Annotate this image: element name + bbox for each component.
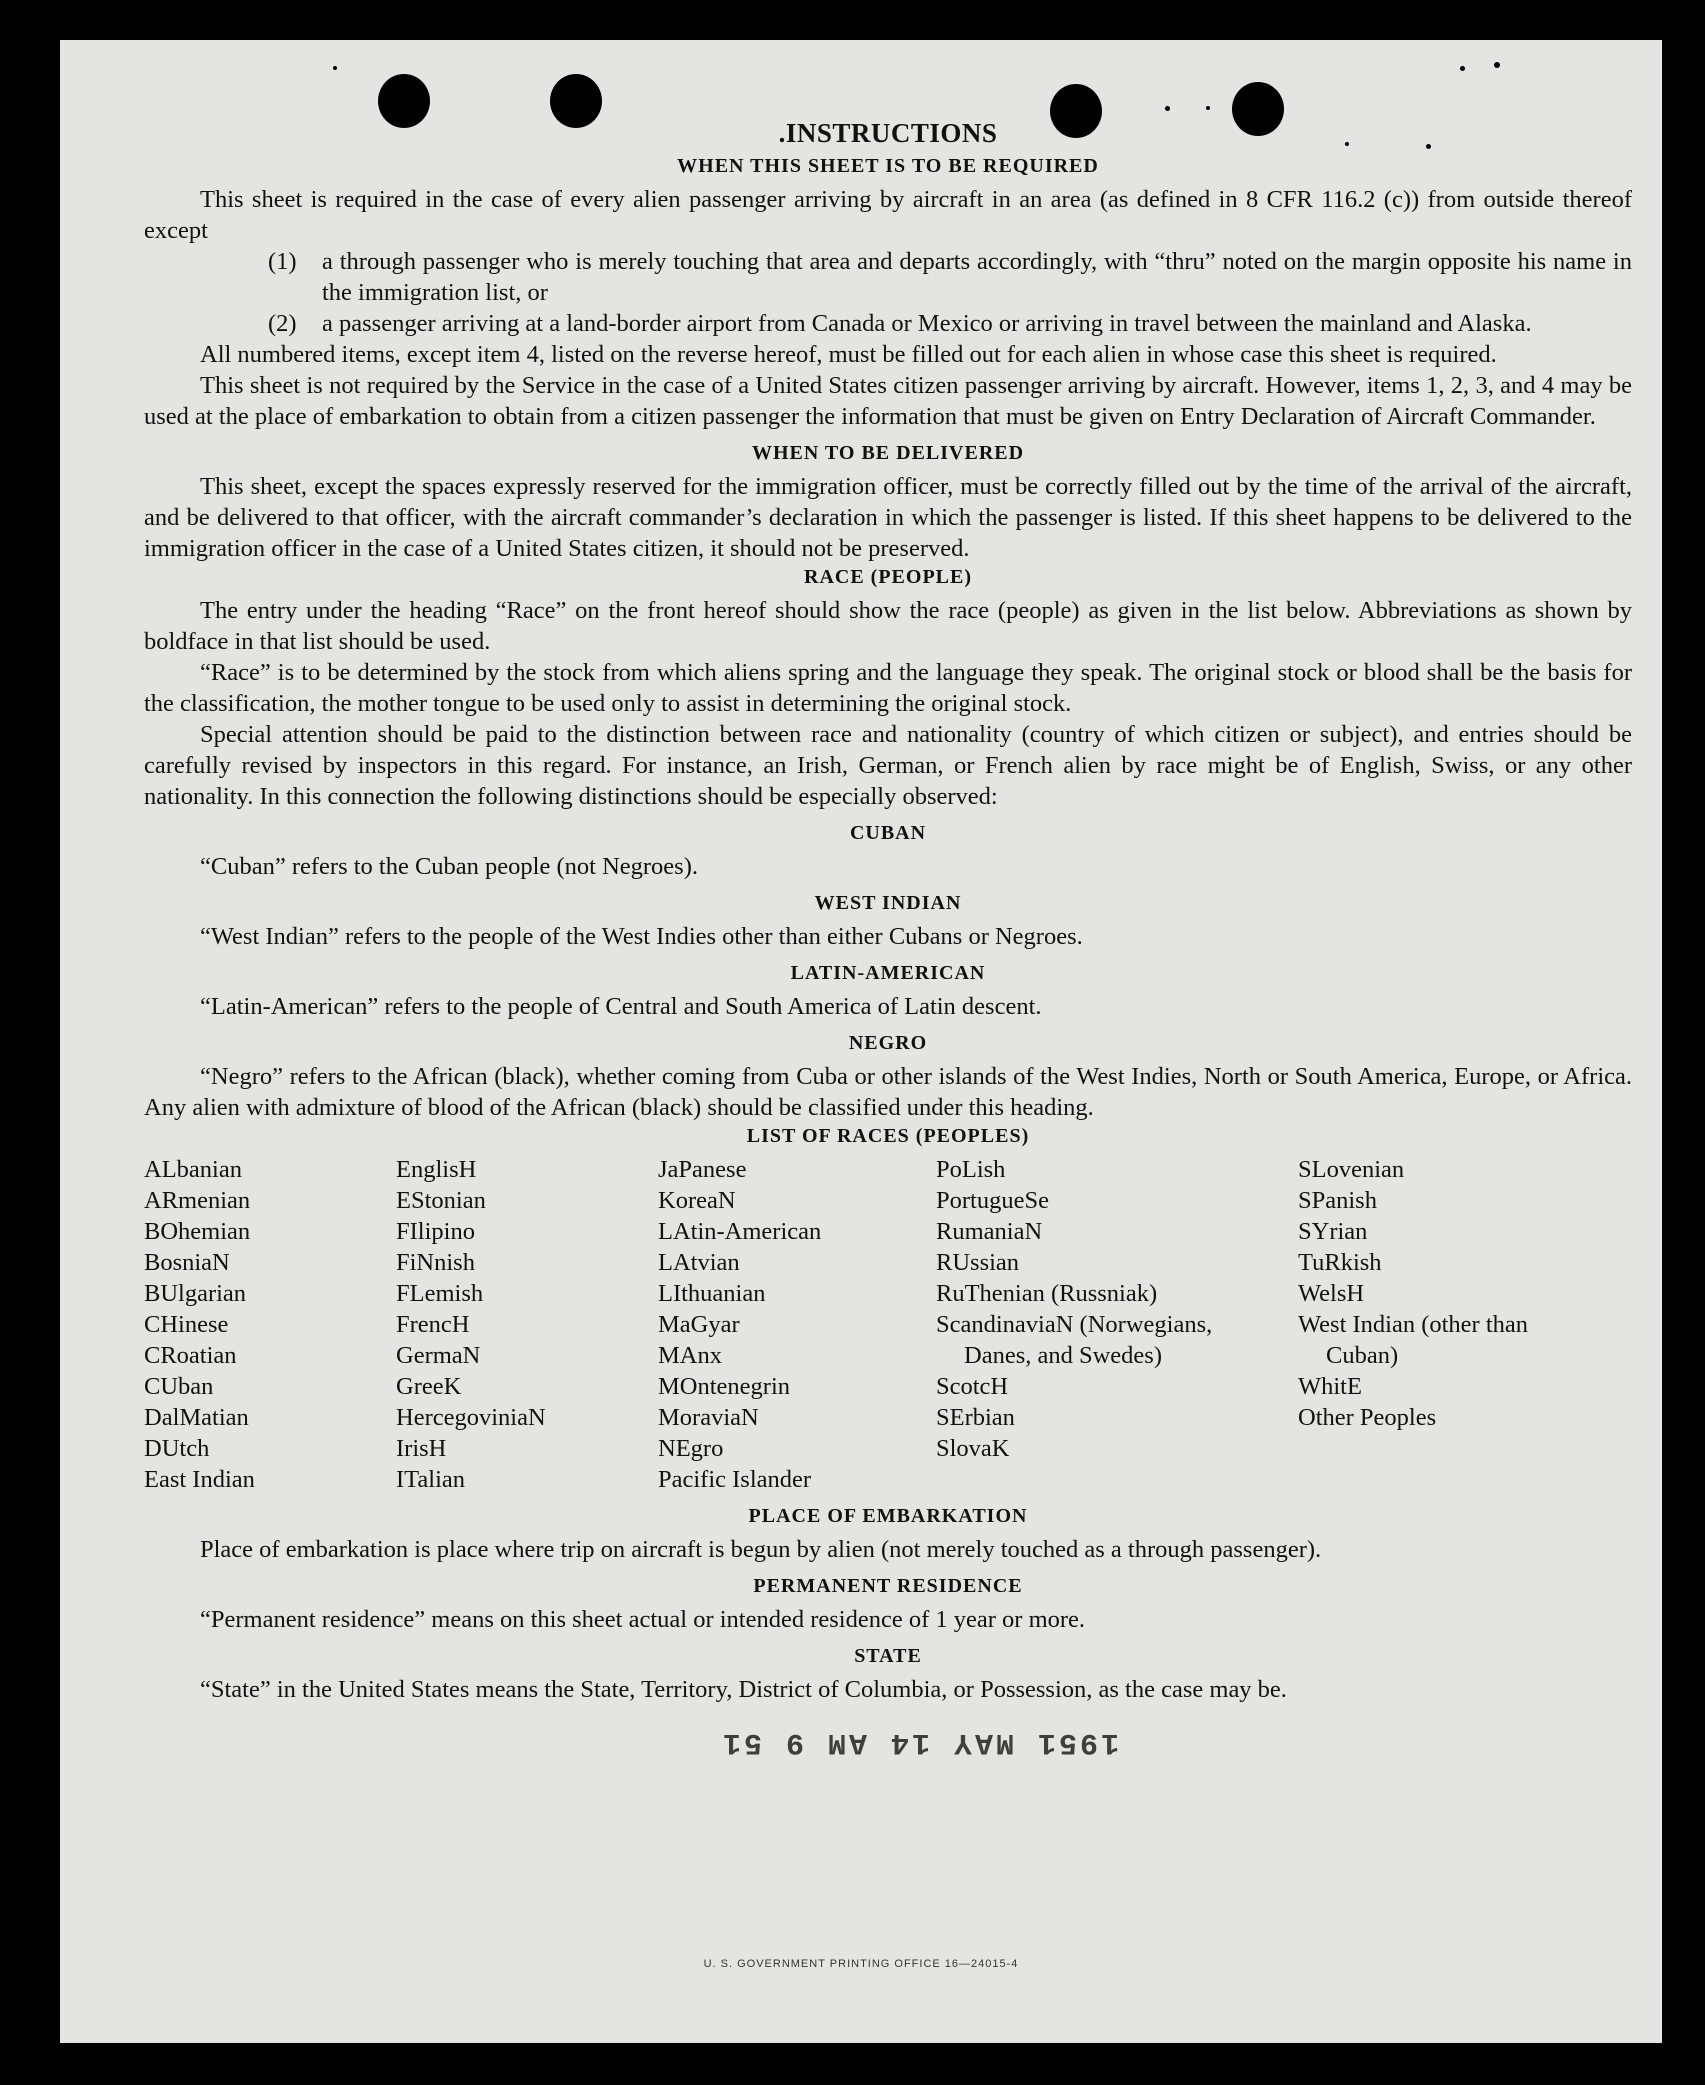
- race-item: RumaniaN: [936, 1218, 1043, 1245]
- instructions-content: [144, 118, 1632, 1705]
- heading-embarkation: PLACE OF EMBARKATION: [748, 1505, 1028, 1527]
- race-item: RuThenian (Russniak): [936, 1280, 1158, 1307]
- exception-item: [144, 246, 1632, 308]
- race-item: MoraviaN: [658, 1404, 759, 1431]
- race-item: MAnx: [658, 1342, 722, 1369]
- speck: [333, 66, 337, 70]
- race-paragraph-1: The entry under the heading “Race” on the front hereof should show the race (people) as given in the list below. Abbreviations as shown by boldface in that list should be used.: [144, 597, 1632, 655]
- race-item: SLovenian: [1298, 1156, 1405, 1183]
- race-item: ScandinaviaN (Norwegians, Danes, and Swedes): [936, 1311, 1213, 1369]
- page-title: .INSTRUCTIONS: [778, 118, 998, 148]
- race-item: GreeK: [396, 1373, 462, 1400]
- races-column: [658, 1154, 936, 1495]
- heading-cuban: CUBAN: [849, 822, 927, 844]
- heading-delivered: WHEN TO BE DELIVERED: [751, 442, 1025, 464]
- race-item: LIthuanian: [658, 1280, 766, 1307]
- race-item: ALbanian: [144, 1156, 242, 1183]
- race-item: SYrian: [1298, 1218, 1368, 1245]
- speck: [1206, 106, 1210, 110]
- race-item: FrencH: [396, 1311, 470, 1338]
- race-item: WhitE: [1298, 1373, 1362, 1400]
- heading-permanent-residence: PERMANENT RESIDENCE: [753, 1575, 1023, 1597]
- race-paragraph-2: “Race” is to be determined by the stock from which aliens spring and the language they speak. The original stock or blood shall be the basis for the classification, the mother tongue to be used only to assist in determining the original stock.: [144, 659, 1632, 717]
- race-item: CUban: [144, 1373, 214, 1400]
- latin-american-paragraph: “Latin-American” refers to the people of Central and South America of Latin descent.: [200, 993, 1042, 1020]
- exception-number: (2): [268, 310, 297, 337]
- speck: [1494, 62, 1500, 68]
- race-item: TuRkish: [1298, 1249, 1382, 1276]
- race-item: Pacific Islander: [658, 1466, 812, 1493]
- exceptions-list: [144, 246, 1632, 339]
- printing-office-footer: U. S. GOVERNMENT PRINTING OFFICE 16—24015-4: [703, 1958, 1019, 1970]
- date-stamp: 1951 MAY 14 AM 9 51: [720, 1725, 1120, 1759]
- race-item: WelsH: [1298, 1280, 1365, 1307]
- race-item: FIlipino: [396, 1218, 475, 1245]
- race-paragraph-3: Special attention should be paid to the distinction between race and nationality (country of which citizen or subject), and entries should be carefully revised by inspectors in this regard. For instance, an Irish, German, or French alien by race might be of English, Swiss, or any other nationality. In this connection the following distinctions should be especially observed:: [144, 721, 1632, 810]
- race-item: West Indian (other than Cuban): [1298, 1311, 1529, 1369]
- race-item: FiNnish: [396, 1249, 475, 1276]
- heading-list-of-races: LIST OF RACES (PEOPLES): [746, 1125, 1030, 1147]
- race-item: RUssian: [936, 1249, 1020, 1276]
- race-item: BUlgarian: [144, 1280, 247, 1307]
- heading-negro: NEGRO: [848, 1032, 928, 1054]
- race-item: SlovaK: [936, 1435, 1010, 1462]
- races-column: [396, 1154, 658, 1495]
- heading-race: RACE (PEOPLE): [804, 566, 972, 588]
- race-item: ARmenian: [144, 1187, 251, 1214]
- race-item: CRoatian: [144, 1342, 237, 1369]
- race-item: PortugueSe: [936, 1187, 1049, 1214]
- exception-item: [144, 308, 1632, 339]
- negro-paragraph: “Negro” refers to the African (black), whether coming from Cuba or other islands of the West Indies, North or South America, Europe, or Africa. Any alien with admixture of blood of the African (black) should be classified under this heading.: [144, 1063, 1632, 1121]
- speck: [1460, 66, 1465, 71]
- race-item: MaGyar: [658, 1311, 740, 1338]
- race-item: CHinese: [144, 1311, 229, 1338]
- speck: [1165, 106, 1170, 111]
- required-paragraph-2: All numbered items, except item 4, listed on the reverse hereof, must be filled out for each alien in whose case this sheet is required.: [200, 341, 1497, 368]
- race-item: EStonian: [396, 1187, 486, 1214]
- race-item: GermaN: [396, 1342, 481, 1369]
- cuban-paragraph: “Cuban” refers to the Cuban people (not Negroes).: [200, 853, 698, 880]
- exception-number: (1): [268, 248, 297, 275]
- race-item: NEgro: [658, 1435, 724, 1462]
- heading-state: STATE: [854, 1645, 922, 1667]
- race-item: DUtch: [144, 1435, 210, 1462]
- race-item: IrisH: [396, 1435, 447, 1462]
- race-item: MOntenegrin: [658, 1373, 790, 1400]
- residence-paragraph: “Permanent residence” means on this sheet actual or intended residence of 1 year or more.: [200, 1606, 1086, 1633]
- race-item: ITalian: [396, 1466, 466, 1493]
- heading-west-indian: WEST INDIAN: [814, 892, 962, 914]
- race-item: KoreaN: [658, 1187, 736, 1214]
- races-column: [144, 1154, 396, 1495]
- race-item: BosniaN: [144, 1249, 230, 1276]
- race-item: LAtin-American: [658, 1218, 822, 1245]
- race-item: Other Peoples: [1298, 1404, 1437, 1431]
- race-item: BOhemian: [144, 1218, 251, 1245]
- race-item: East Indian: [144, 1466, 255, 1493]
- race-item: PoLish: [936, 1156, 1006, 1183]
- west-indian-paragraph: “West Indian” refers to the people of the West Indies other than either Cubans or Negroes.: [200, 923, 1083, 950]
- race-item: DalMatian: [144, 1404, 249, 1431]
- race-item: SErbian: [936, 1404, 1015, 1431]
- state-paragraph: “State” in the United States means the State, Territory, District of Columbia, or Possession, as the case may be.: [200, 1676, 1287, 1703]
- race-item: JaPanese: [658, 1156, 747, 1183]
- races-column: [936, 1154, 1298, 1495]
- required-intro: This sheet is required in the case of every alien passenger arriving by aircraft in an area (as defined in 8 CFR 116.2 (c)) from outside thereof except: [144, 186, 1632, 244]
- heading-latin-american: LATIN-AMERICAN: [790, 962, 986, 984]
- race-item: FLemish: [396, 1280, 484, 1307]
- document-sheet: [60, 40, 1662, 2043]
- heading-required: WHEN THIS SHEET IS TO BE REQUIRED: [677, 155, 1099, 177]
- race-item: LAtvian: [658, 1249, 740, 1276]
- race-item: SPanish: [1298, 1187, 1377, 1214]
- required-paragraph-3: This sheet is not required by the Service in the case of a United States citizen passenger arriving by aircraft. However, items 1, 2, 3, and 4 may be used at the place of embarkation to obtain from a citizen passenger the information that must be given on Entry Declaration of Aircraft Commander.: [144, 372, 1632, 430]
- embarkation-paragraph: Place of embarkation is place where trip on aircraft is begun by alien (not merely touched as a through passenger).: [200, 1536, 1322, 1563]
- races-column: [1298, 1154, 1560, 1495]
- race-item: ScotcH: [936, 1373, 1009, 1400]
- delivered-paragraph: This sheet, except the spaces expressly reserved for the immigration officer, must be correctly filled out by the time of the arrival of the aircraft, and be delivered to that officer, with the aircraft commander’s declaration in which the passenger is listed. If this sheet happens to be delivered to the immigration officer in the case of a United States citizen, it should not be preserved.: [144, 473, 1632, 562]
- exception-text: a passenger arriving at a land-border airport from Canada or Mexico or arriving in travel between the mainland and Alaska.: [322, 310, 1532, 337]
- race-item: HercegoviniaN: [396, 1404, 546, 1431]
- race-item: EnglisH: [396, 1156, 477, 1183]
- races-table: [144, 1154, 1632, 1495]
- exception-text: a through passenger who is merely touching that area and departs accordingly, with “thru” noted on the margin opposite his name in the immigration list, or: [322, 248, 1632, 306]
